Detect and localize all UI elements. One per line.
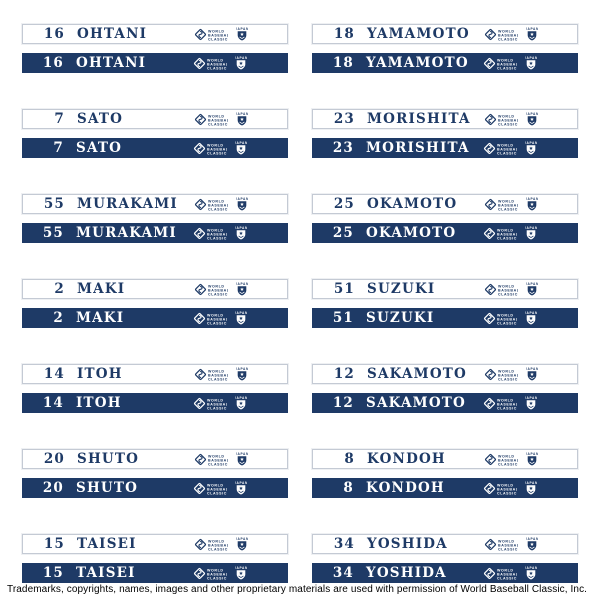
samurai-japan-crest-icon [235,566,247,580]
world-baseball-classic-logo [194,453,228,466]
name-bar-white [22,364,288,384]
name-bar-navy [312,53,578,73]
name-bar-navy [312,563,578,583]
player-name: OKAMOTO [367,196,458,212]
player-name-bar-pair [22,534,288,583]
player-name: MURAKAMI [77,196,178,212]
player-name: KONDOH [366,480,445,496]
player-number: 8 [344,451,355,467]
name-bar-white [312,194,578,214]
player-number: 20 [42,480,64,496]
player-name: ITOH [76,395,122,411]
player-name: MORISHITA [367,111,471,127]
player-name: MAKI [76,310,125,326]
name-bar-white [312,534,578,554]
name-bar-navy [312,223,578,243]
samurai-japan-crest-icon [525,226,537,240]
samurai-japan-crest-icon [236,282,248,296]
player-name: TAISEI [77,536,137,552]
samurai-japan-crest-icon [236,367,248,381]
player-number: 34 [332,565,354,581]
logo-group [193,396,247,410]
world-baseball-classic-logo [483,312,517,325]
logo-group [484,537,538,551]
world-baseball-classic-logo [194,113,228,126]
player-name: OHTANI [76,55,147,71]
logo-group [193,566,247,580]
name-bar-navy [22,53,288,73]
logo-group [194,197,248,211]
player-number: 15 [42,565,64,581]
samurai-japan-crest-icon [526,112,538,126]
world-baseball-classic-logo [484,538,518,551]
name-bar-white [22,279,288,299]
samurai-japan-crest-icon [235,311,247,325]
samurai-japan-crest-icon [236,537,248,551]
samurai-japan-crest-icon [525,396,537,410]
player-name: MURAKAMI [76,225,177,241]
player-name-bar-pair [22,364,288,413]
name-bar-white [312,109,578,129]
logo-group [194,112,248,126]
world-baseball-classic-logo [483,397,517,410]
player-name-bar-pair [312,24,578,73]
player-number: 7 [54,111,65,127]
player-name: SATO [76,140,123,156]
player-number: 15 [43,536,65,552]
samurai-japan-crest-icon [525,481,537,495]
player-name-bar-pair [22,449,288,498]
samurai-japan-crest-icon [235,56,247,70]
samurai-japan-crest-icon [526,282,538,296]
player-name-bar-pair [312,364,578,413]
logo-group [193,56,247,70]
name-bar-navy [312,478,578,498]
name-bar-white [22,449,288,469]
name-bar-white [22,24,288,44]
samurai-japan-crest-icon [526,27,538,41]
player-name-bar-pair [312,109,578,158]
column-right [312,24,578,600]
samurai-japan-crest-icon [526,197,538,211]
samurai-japan-crest-icon [235,226,247,240]
world-baseball-classic-logo [194,538,228,551]
logo-group [484,452,538,466]
player-name: SHUTO [76,480,139,496]
name-bar-navy [22,478,288,498]
world-baseball-classic-logo [193,312,227,325]
samurai-japan-crest-icon [235,141,247,155]
player-number: 2 [54,281,65,297]
player-name-bar-pair [312,279,578,328]
player-name: MORISHITA [366,140,470,156]
logo-group [483,56,537,70]
player-number: 55 [43,196,65,212]
player-name-bar-pair [312,449,578,498]
samurai-japan-crest-icon [525,566,537,580]
world-baseball-classic-logo [483,227,517,240]
world-baseball-classic-logo [193,397,227,410]
logo-group [194,537,248,551]
player-number: 34 [333,536,355,552]
name-bar-white [312,364,578,384]
player-number: 14 [42,395,64,411]
name-bar-navy [312,138,578,158]
player-number: 16 [42,55,64,71]
world-baseball-classic-logo [194,198,228,211]
world-baseball-classic-logo [484,113,518,126]
logo-group [484,197,538,211]
player-number: 2 [53,310,64,326]
world-baseball-classic-logo [484,368,518,381]
samurai-japan-crest-icon [525,311,537,325]
logo-group [193,226,247,240]
player-name-bar-pair [22,279,288,328]
world-baseball-classic-logo [484,453,518,466]
world-baseball-classic-logo [194,28,228,41]
samurai-japan-crest-icon [526,452,538,466]
logo-group [483,226,537,240]
column-left [22,24,288,600]
world-baseball-classic-logo [483,567,517,580]
logo-group [193,311,247,325]
name-bar-navy [22,138,288,158]
logo-group [483,566,537,580]
permission-disclaimer: Trademarks, copyrights, names, images and other proprietary materials are used with permission of World Baseball Classic, Inc. [7,584,588,595]
player-name-bar-pair [22,194,288,243]
world-baseball-classic-logo [193,57,227,70]
name-bar-white [22,109,288,129]
world-baseball-classic-logo [193,227,227,240]
samurai-japan-crest-icon [235,396,247,410]
player-number: 20 [43,451,65,467]
samurai-japan-crest-icon [235,481,247,495]
world-baseball-classic-logo [483,142,517,155]
player-number: 25 [333,196,355,212]
logo-group [484,367,538,381]
player-number: 51 [333,281,355,297]
player-name: OHTANI [77,26,148,42]
logo-group [484,282,538,296]
player-name: MAKI [77,281,126,297]
player-name: SAKAMOTO [367,366,467,382]
player-name: SHUTO [77,451,140,467]
player-name: TAISEI [76,565,136,581]
player-number: 23 [332,140,354,156]
name-bar-white [312,24,578,44]
samurai-japan-crest-icon [236,27,248,41]
logo-group [194,27,248,41]
logo-group [193,481,247,495]
player-name: SUZUKI [366,310,435,326]
player-number: 16 [43,26,65,42]
player-number: 12 [333,366,355,382]
world-baseball-classic-logo [193,567,227,580]
player-number: 51 [332,310,354,326]
logo-group [193,141,247,155]
player-name: YAMAMOTO [366,55,469,71]
samurai-japan-crest-icon [526,537,538,551]
name-bar-navy [22,563,288,583]
logo-group [194,282,248,296]
player-name-bar-pair [312,534,578,583]
name-bar-white [312,279,578,299]
world-baseball-classic-logo [483,57,517,70]
player-name: YAMAMOTO [367,26,470,42]
samurai-japan-crest-icon [236,197,248,211]
samurai-japan-crest-icon [525,56,537,70]
player-number: 25 [332,225,354,241]
world-baseball-classic-logo [484,198,518,211]
player-name: SUZUKI [367,281,436,297]
player-name-bar-pair [312,194,578,243]
logo-group [484,112,538,126]
player-name: KONDOH [367,451,446,467]
logo-group [483,396,537,410]
samurai-japan-crest-icon [525,141,537,155]
world-baseball-classic-logo [194,283,228,296]
name-bar-navy [22,223,288,243]
name-bar-navy [312,308,578,328]
player-number: 14 [43,366,65,382]
player-name: ITOH [77,366,123,382]
player-number: 7 [53,140,64,156]
player-number: 55 [42,225,64,241]
world-baseball-classic-logo [483,482,517,495]
player-number: 18 [333,26,355,42]
player-number: 18 [332,55,354,71]
player-name-bar-pair [22,109,288,158]
samurai-japan-crest-icon [526,367,538,381]
logo-group [483,311,537,325]
player-name-bar-pair [22,24,288,73]
player-name: SAKAMOTO [366,395,466,411]
name-bar-navy [312,393,578,413]
logo-group [484,27,538,41]
player-number: 23 [333,111,355,127]
player-number: 12 [332,395,354,411]
logo-group [194,367,248,381]
world-baseball-classic-logo [193,482,227,495]
world-baseball-classic-logo [193,142,227,155]
name-bar-navy [22,308,288,328]
logo-group [483,481,537,495]
name-bar-navy [22,393,288,413]
name-bar-white [22,194,288,214]
player-name: OKAMOTO [366,225,457,241]
samurai-japan-crest-icon [236,112,248,126]
player-number: 8 [343,480,354,496]
name-bar-white [312,449,578,469]
player-name: YOSHIDA [366,565,447,581]
logo-group [483,141,537,155]
player-name: SATO [77,111,124,127]
player-name: YOSHIDA [367,536,448,552]
world-baseball-classic-logo [194,368,228,381]
samurai-japan-crest-icon [236,452,248,466]
name-bar-white [22,534,288,554]
logo-group [194,452,248,466]
world-baseball-classic-logo [484,283,518,296]
world-baseball-classic-logo [484,28,518,41]
